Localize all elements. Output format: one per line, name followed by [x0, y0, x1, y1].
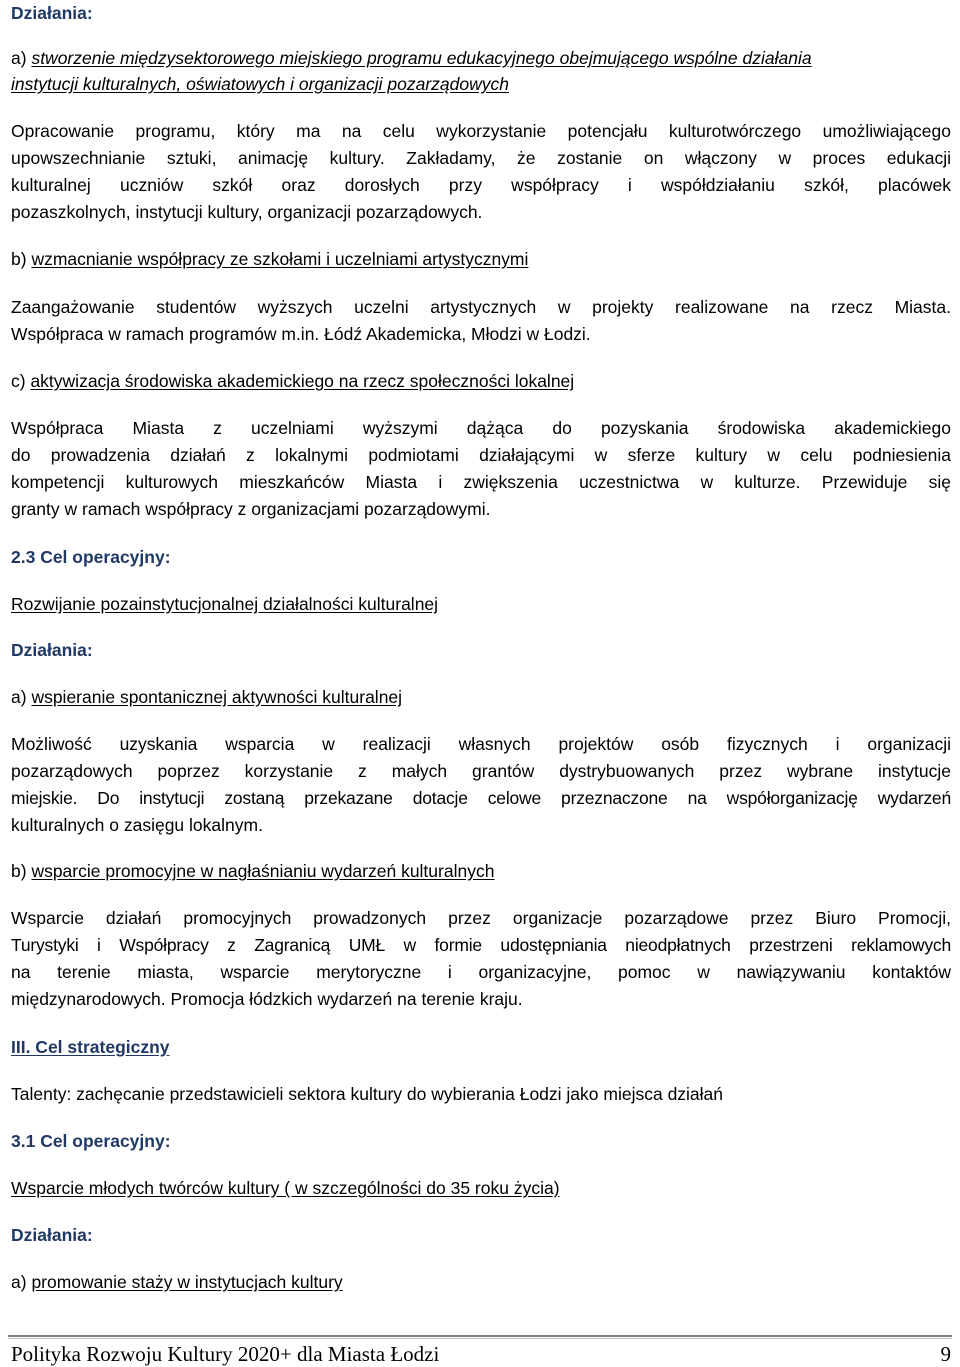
- paragraph-line: Współpraca w ramach programów m.in. Łódź Akademicka, Młodzi w Łodzi.: [11, 324, 591, 344]
- item-prefix: a): [11, 687, 32, 707]
- action-item-b: [11, 246, 528, 272]
- footer-divider-thin: [8, 1338, 952, 1339]
- item-prefix: b): [11, 861, 32, 881]
- operational-goal-title: Wsparcie młodych twórców kultury ( w szczególności do 35 roku życia): [11, 1178, 560, 1198]
- action-item-a: [11, 1269, 343, 1295]
- paragraph-line: Współpraca Miasta z uczelniami wyższymi dążąca do pozyskania środowiska akademickiego: [11, 418, 951, 438]
- operational-goal-heading: 2.3 Cel operacyjny:: [11, 547, 171, 567]
- page-number: 9: [940, 1342, 951, 1366]
- item-prefix: a): [11, 1272, 32, 1292]
- paragraph-line: kompetencji kulturowych mieszkańców Miasta i zwiększenia uczestnictwa w kulturze. Przewiduje się: [11, 472, 951, 492]
- paragraph-line: miejskie. Do instytucji zostaną przekazane dotacje celowe przeznaczone na współorganizację wydarzeń: [11, 788, 951, 808]
- action-title: aktywizacja środowiska akademickiego na rzecz społeczności lokalnej: [30, 371, 575, 391]
- action-title-continued: instytucji kulturalnych, oświatowych i organizacji pozarządowych: [11, 74, 509, 94]
- action-item-a: [11, 45, 812, 71]
- paragraph-line: kulturalnych o zasięgu lokalnym.: [11, 815, 263, 835]
- paragraph-line: Opracowanie programu, który ma na celu wykorzystanie potencjału kulturotwórczego umożliwiającego: [11, 121, 951, 141]
- paragraph-line: Turystyki i Współpracy z Zagranicą UMŁ w formie udostępniania nieodpłatnych przestrzeni reklamowych: [11, 935, 951, 955]
- action-item-a: [11, 684, 402, 710]
- action-title: stworzenie międzysektorowego miejskiego programu edukacyjnego obejmującego wspólne działania: [31, 48, 812, 68]
- item-prefix: c): [11, 371, 31, 391]
- operational-goal-heading: 3.1 Cel operacyjny:: [11, 1131, 171, 1151]
- paragraph-line: pozarządowych poprzez korzystanie z małych grantów dystrybuowanych przez wybrane instytucje: [11, 761, 951, 781]
- paragraph-line: pozaszkolnych, instytucji kultury, organizacji pozarządowych.: [11, 202, 483, 222]
- action-title: wspieranie spontanicznej aktywności kulturalnej: [31, 687, 403, 707]
- item-prefix: a): [11, 48, 32, 68]
- footer-document-title: Polityka Rozwoju Kultury 2020+ dla Miasta Łodzi: [11, 1342, 440, 1366]
- section-heading: Działania:: [11, 1225, 93, 1245]
- action-title: promowanie staży w instytucjach kultury: [31, 1272, 343, 1292]
- paragraph-line: granty w ramach współpracy z organizacjami pozarządowymi.: [11, 499, 491, 519]
- section-heading: Działania:: [11, 640, 93, 660]
- action-item-b: [11, 858, 494, 884]
- section-heading: Działania:: [11, 3, 93, 23]
- paragraph-line: kulturalnej uczniów szkół oraz dorosłych przy współpracy i współdziałaniu szkół, placówek: [11, 175, 951, 195]
- operational-goal-title: Rozwijanie pozainstytucjonalnej działalności kulturalnej: [11, 594, 439, 614]
- action-title: wsparcie promocyjne w nagłaśnianiu wydarzeń kulturalnych: [31, 861, 495, 881]
- paragraph-line: międzynarodowych. Promocja łódzkich wydarzeń na terenie kraju.: [11, 989, 523, 1009]
- strategic-goal-heading: III. Cel strategiczny: [11, 1037, 170, 1057]
- action-item-c: [11, 368, 574, 394]
- paragraph-line: upowszechnianie sztuki, animację kultury. Zakładamy, że zostanie on włączony w proces edukacji: [11, 148, 951, 168]
- footer-divider: [8, 1335, 952, 1337]
- paragraph-line: Wsparcie działań promocyjnych prowadzonych przez organizacje pozarządowe przez Biuro Promocji,: [11, 908, 951, 928]
- paragraph-line: Możliwość uzyskania wsparcia w realizacji własnych projektów osób fizycznych i organizacji: [11, 734, 951, 754]
- item-prefix: b): [11, 249, 32, 269]
- action-title: wzmacnianie współpracy ze szkołami i uczelniami artystycznymi: [31, 249, 529, 269]
- paragraph-line: na terenie miasta, wsparcie merytoryczne i organizacyjne, pomoc w nawiązywaniu kontaktów: [11, 962, 951, 982]
- paragraph-line: Zaangażowanie studentów wyższych uczelni artystycznych w projekty realizowane na rzecz Miasta.: [11, 297, 951, 317]
- strategic-goal-description: Talenty: zachęcanie przedstawicieli sektora kultury do wybierania Łodzi jako miejsca działań: [11, 1084, 724, 1104]
- paragraph-line: do prowadzenia działań z lokalnymi podmiotami działającymi w sferze kultury w celu podniesienia: [11, 445, 951, 465]
